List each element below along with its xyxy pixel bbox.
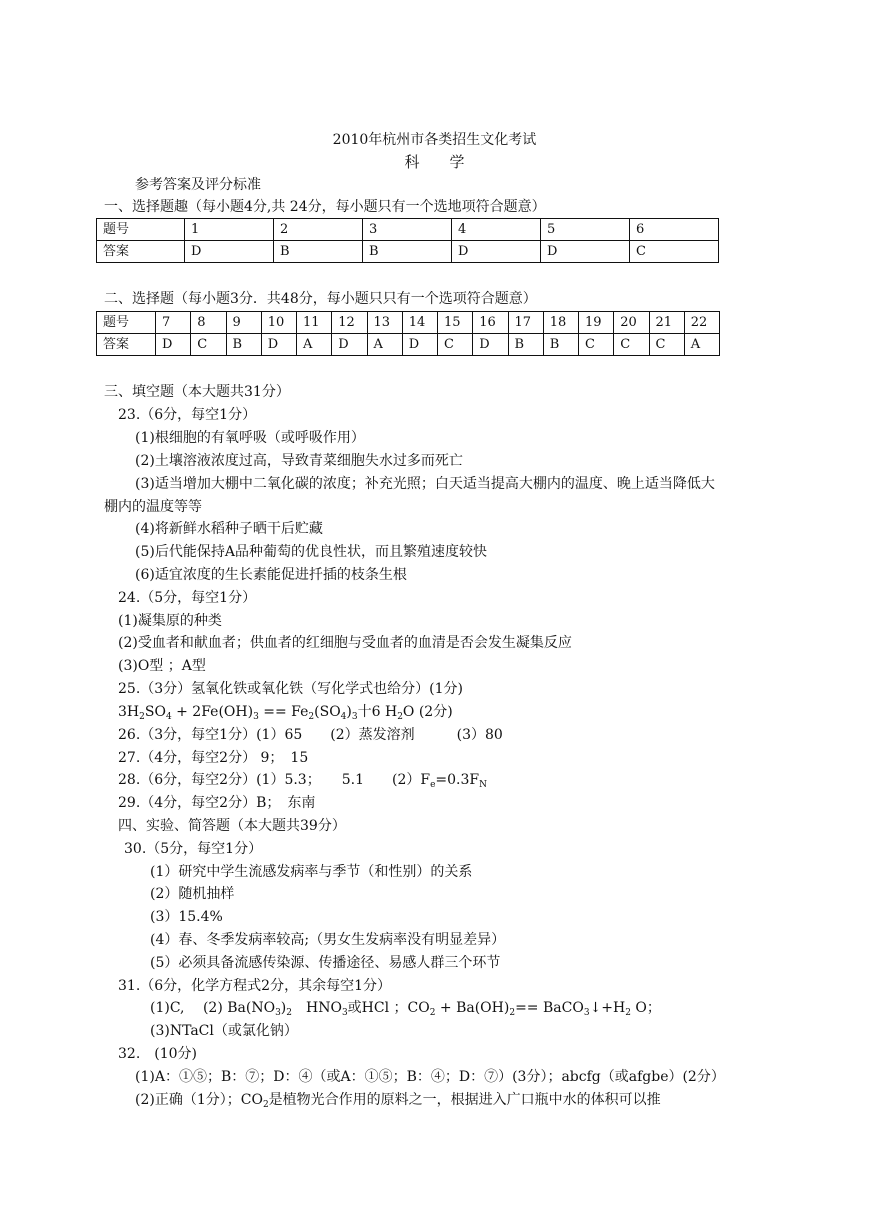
q29-answer: 29.（4分，每空2分）B； 东南 <box>118 795 316 811</box>
q23-item: (3)适当增加大棚中二氧化碳的浓度；补充光照；白天适当提高大棚内的温度、晚上适当降低大 <box>135 476 715 492</box>
answer-cell: D <box>473 334 508 356</box>
q32-line: (2)正确（1分）；$CO_2$是植物光合作用的原料之一，根据进入广口瓶中水的体积可以推 <box>135 1092 661 1110</box>
answer-cell: A <box>297 334 332 356</box>
row-label: 答案 <box>97 241 185 263</box>
answer-cell: B <box>508 334 543 356</box>
q26-answer: 26.（3分，每空1分）(1）65 (2）蒸发溶剂 (3）80 <box>118 727 503 743</box>
q31-line: (1)C, (2) $Ba(NO_3)_2$ $HNO_3$或HCl ；$CO_2 + Ba(OH)_2==$ $BaCO_3↓+H_2$ O； <box>150 1000 661 1018</box>
question-number-cell: 21 <box>649 312 684 334</box>
q24-item: (3)O型 ；A型 <box>118 658 206 674</box>
question-number-cell: 4 <box>452 219 541 241</box>
table-row <box>97 312 720 334</box>
answer-cell: A <box>684 334 719 356</box>
question-number-cell: 7 <box>156 312 191 334</box>
q30-item: (5）必须具备流感传染源、传播途径、易感人群三个环节 <box>150 955 501 971</box>
question-number-cell: 9 <box>226 312 261 334</box>
answer-cell: B <box>363 241 452 263</box>
q27-answer: 27.（4分，每空2分） 9； 15 <box>118 750 309 766</box>
answer-cell: C <box>630 241 719 263</box>
table-row <box>97 241 719 263</box>
answer-cell: D <box>541 241 630 263</box>
section1-answer-table <box>96 218 719 263</box>
answer-cell: B <box>543 334 578 356</box>
question-number-cell: 10 <box>261 312 296 334</box>
q31-line: (3)NTaCl（或氯化钠） <box>150 1023 298 1039</box>
section4-heading: 四、实验、简答题（本大题共39分） <box>118 818 346 834</box>
question-number-cell: 15 <box>438 312 473 334</box>
question-number-cell: 6 <box>630 219 719 241</box>
answer-cell: C <box>191 334 226 356</box>
q30-heading: 30.（5分，每空1分） <box>124 841 263 857</box>
table-row <box>97 219 719 241</box>
question-number-cell: 2 <box>274 219 363 241</box>
answer-cell: C <box>579 334 614 356</box>
q24-heading: 24.（5分，每空1分） <box>118 590 257 606</box>
q23-item: (2)土壤溶液浓度过高，导致青菜细胞失水过多而死亡 <box>135 453 463 469</box>
answer-cell: D <box>156 334 191 356</box>
answer-cell: C <box>438 334 473 356</box>
question-number-cell: 1 <box>185 219 274 241</box>
q23-item: (1)根细胞的有氧呼吸（或呼吸作用） <box>135 430 365 446</box>
q23-heading: 23.（6分，每空1分） <box>118 407 257 423</box>
answer-cell: D <box>261 334 296 356</box>
question-number-cell: 5 <box>541 219 630 241</box>
answer-cell: A <box>367 334 402 356</box>
question-number-cell: 20 <box>614 312 649 334</box>
answer-cell: C <box>649 334 684 356</box>
section2-heading: 二、选择题（每小题3分．共48分，每小题只只有一个选项符合题意） <box>104 291 537 307</box>
answer-cell: D <box>332 334 367 356</box>
question-number-cell: 11 <box>297 312 332 334</box>
row-label: 题号 <box>97 312 156 334</box>
q23-item: (4)将新鲜水稻种子晒干后贮藏 <box>135 521 323 537</box>
answer-cell: B <box>226 334 261 356</box>
q30-item: (4）春、冬季发病率较高;（男女生发病率没有明显差异） <box>150 932 506 948</box>
q30-item: (1）研究中学生流感发病率与季节（和性别）的关系 <box>150 864 473 880</box>
q32-heading: 32. (10分) <box>118 1046 198 1062</box>
question-number-cell: 17 <box>508 312 543 334</box>
question-number-cell: 14 <box>402 312 437 334</box>
q23-item: (6)适宜浓度的生长素能促进扦插的枝条生根 <box>135 567 407 583</box>
document-title: 2010年杭州市各类招生文化考试 <box>332 132 537 148</box>
answer-cell: D <box>452 241 541 263</box>
question-number-cell: 18 <box>543 312 578 334</box>
q32-line: (1)A：①⑤；B：⑦；D：④（或A：①⑤；B：④；D：⑦）(3分）；abcfg（或afgbe）(2分） <box>135 1069 725 1085</box>
question-number-cell: 12 <box>332 312 367 334</box>
answer-cell: B <box>274 241 363 263</box>
answer-cell: D <box>185 241 274 263</box>
section1-heading: 一、选择题趣（每小题4分,共 24分，每小题只有一个选地项符合题意） <box>104 199 546 215</box>
question-number-cell: 16 <box>473 312 508 334</box>
row-label: 题号 <box>97 219 185 241</box>
q24-item: (1)凝集原的种类 <box>118 613 222 629</box>
q30-item: (2）随机抽样 <box>150 886 235 902</box>
q24-item: (2)受血者和献血者；供血者的红细胞与受血者的血清是否会发生凝集反应 <box>118 635 572 651</box>
question-number-cell: 22 <box>684 312 719 334</box>
subject-title: 科 学 <box>404 153 465 171</box>
question-number-cell: 19 <box>579 312 614 334</box>
section2-answer-table <box>96 311 720 356</box>
subtitle: 参考答案及评分标准 <box>135 177 261 193</box>
question-number-cell: 8 <box>191 312 226 334</box>
table-row <box>97 334 720 356</box>
q31-heading: 31.（6分，化学方程式2分，其余每空1分） <box>118 978 391 994</box>
question-number-cell: 3 <box>363 219 452 241</box>
q25-heading: 25.（3分）氢氧化铁或氧化铁（写化学式也给分）(1分) <box>118 681 464 697</box>
q30-item: (3）15.4% <box>150 909 223 925</box>
answer-cell: D <box>402 334 437 356</box>
q25-equation: $3H_2SO_4 + 2Fe(OH)_3 == Fe_2(SO_4)_3$十6 $H_2O$ (2分) <box>118 704 453 722</box>
answer-cell: C <box>614 334 649 356</box>
row-label: 答案 <box>97 334 156 356</box>
q23-item: (5)后代能保持A品种葡萄的优良性状，而且繁殖速度较快 <box>135 544 487 560</box>
question-number-cell: 13 <box>367 312 402 334</box>
q28-answer: 28.（6分，每空2分）(1）5.3； 5.1 $(2)F_e=0.3F_N$ <box>118 772 487 790</box>
section3-heading: 三、填空题（本大题共31分） <box>104 384 290 400</box>
q23-item: 棚内的温度等等 <box>104 499 202 515</box>
